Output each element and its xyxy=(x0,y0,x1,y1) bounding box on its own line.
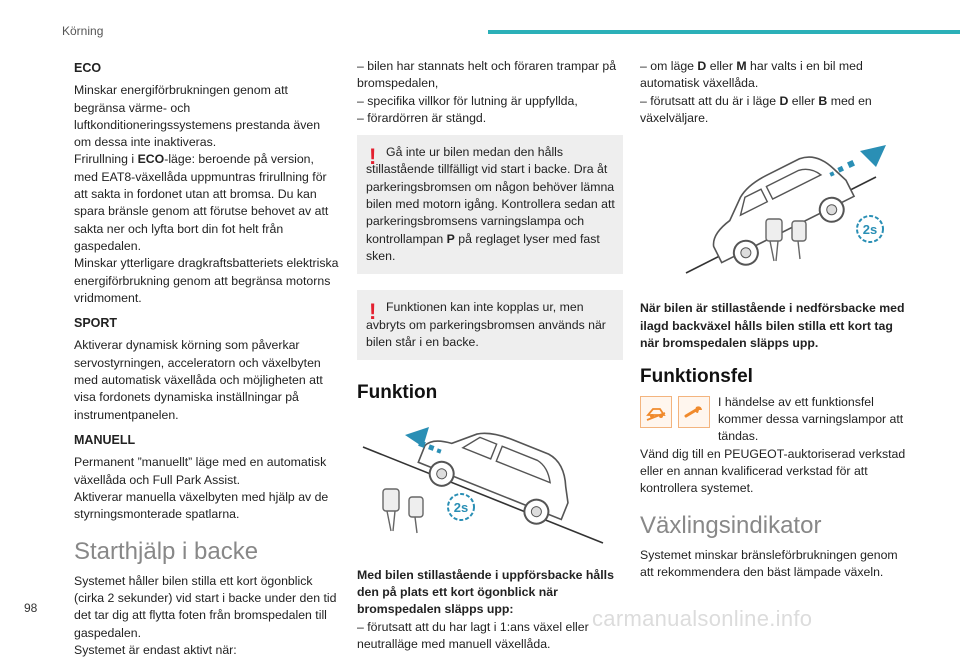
gear-indicator-text: Systemet minskar bränsleförbrukningen genom att rekommendera den bäst lämpade växeln. xyxy=(640,547,898,580)
condition-door: – förardörren är stängd. xyxy=(357,110,487,125)
uphill-car-illustration xyxy=(357,419,607,547)
warning-text-exit: Gå inte ur bilen medan den hålls stillastående tillfälligt vid start i backe. Dra åt parkeringsbromsen om någon behöver lämna bilen med motorn igång. Kontrollera sedan att parkeringsbromsens varningslampa och kontrollampan P på reglaget lyser med fast sken. xyxy=(366,145,615,263)
header-accent-bar xyxy=(488,30,960,34)
warning-box-disable xyxy=(357,290,623,360)
fault-warning-lamps xyxy=(640,396,710,428)
gear-indicator-heading: Växlingsindikator xyxy=(640,512,822,540)
condition-auto-gearbox: – om läge D eller M har valts i en bil med automatisk växellåda. xyxy=(640,59,863,91)
page-number: 98 xyxy=(24,601,38,615)
hill-assist-warning-icon xyxy=(640,396,672,428)
warning-exclamation-icon: ! xyxy=(369,299,377,325)
column-3 xyxy=(640,58,906,589)
eco-freewheel-text: Frirullning i ECO-läge: beroende på version, med EAT8-växellåda uppmuntras frirullning för att sakta in fordonet utan att bromsa. Du kan spara bränsle genom att förutse behovet av att sakta ner och lyfta bort din fot helt från gaspedalen. xyxy=(74,152,329,253)
fault-heading: Funktionsfel xyxy=(640,366,753,388)
brake-pedal-icon xyxy=(383,489,423,533)
eco-heading: ECO xyxy=(74,61,102,75)
fault-block xyxy=(640,394,906,446)
condition-gear-selector: – förutsatt att du är i läge D eller B med en växelväljare. xyxy=(640,93,872,125)
warning-text-disable: Funktionen kan inte kopplas ur, men avbryts om parkeringsbromsen används när bilen står i en backe. xyxy=(366,300,606,349)
eco-text: Minskar energiförbrukningen genom att begränsa värme- och luftkonditioneringssystemens prestanda även om dessa inte inaktiveras. xyxy=(74,83,321,150)
two-second-badge-icon xyxy=(857,216,883,242)
condition-slope: – specifika villkor för lutning är uppfyllda, xyxy=(357,93,578,108)
downhill-car-illustration xyxy=(640,141,890,281)
fault-text: I händelse av ett funktionsfel kommer dessa varningslampor att tändas. xyxy=(718,394,904,444)
fault-advice: Vänd dig till en PEUGEOT-auktoriserad verkstad eller en annan kvalificerad verkstad för att kontrollera systemet. xyxy=(640,446,906,496)
watermark: carmanualsonline.info xyxy=(592,606,813,631)
warning-exclamation-icon: ! xyxy=(369,144,377,170)
two-second-badge-icon xyxy=(448,494,474,520)
wrench-service-icon xyxy=(678,396,710,428)
function-heading: Funktion xyxy=(357,382,438,404)
sport-heading: SPORT xyxy=(74,316,118,331)
svg-text:2s: 2s xyxy=(862,222,878,238)
sport-text: Aktiverar dynamisk körning som påverkar servostyrningen, acceleratorn och växelbyten med automatisk växellåda och möjligheten att visa fordonets dynamiska inställningar på instrumentpanelen. xyxy=(74,338,323,422)
manual-heading: MANUELL xyxy=(74,432,136,447)
warning-box-exit xyxy=(357,135,623,274)
downhill-caption: När bilen är stillastående i nedförsbacke med ilagd backväxel hålls bilen stilla ett kort tag när bromspedalen släpps upp. xyxy=(640,301,905,351)
hill-start-text: Systemet håller bilen stilla ett kort ögonblick (cirka 2 sekunder) vid start i backe under den tid det tar dig att flytta foten från bromspedalen till gaspedalen. xyxy=(74,573,337,640)
column-2 xyxy=(357,58,623,653)
manual-text-2: Aktiverar manuella växelbyten med hjälp av de styrningsmonterade spatlarna. xyxy=(74,489,329,522)
manual-text-1: Permanent ”manuellt” läge med en automatisk växellåda och Full Park Assist. xyxy=(74,455,327,487)
column-1 xyxy=(74,58,340,667)
uphill-condition-manual: – förutsatt att du har lagt i 1:ans växel eller neutralläge med manuell växellåda. xyxy=(357,619,589,651)
hill-start-active-text: Systemet är endast aktivt när: xyxy=(74,642,237,657)
uphill-caption: Med bilen stillastående i uppförsbacke hålls den på plats ett kort ögonblick när bromspedalen släpps upp: xyxy=(357,567,614,617)
condition-stopped: – bilen har stannats helt och föraren trampar på bromspedalen, xyxy=(357,59,617,91)
running-header: Körning xyxy=(62,24,104,38)
eco-reduce-text: Minskar ytterligare dragkraftsbatteriets elektriska energiförbrukning genom att begränsa motorns vridmoment. xyxy=(74,256,339,305)
hill-start-heading: Starthjälp i backe xyxy=(74,538,259,566)
svg-text:2s: 2s xyxy=(453,500,469,516)
